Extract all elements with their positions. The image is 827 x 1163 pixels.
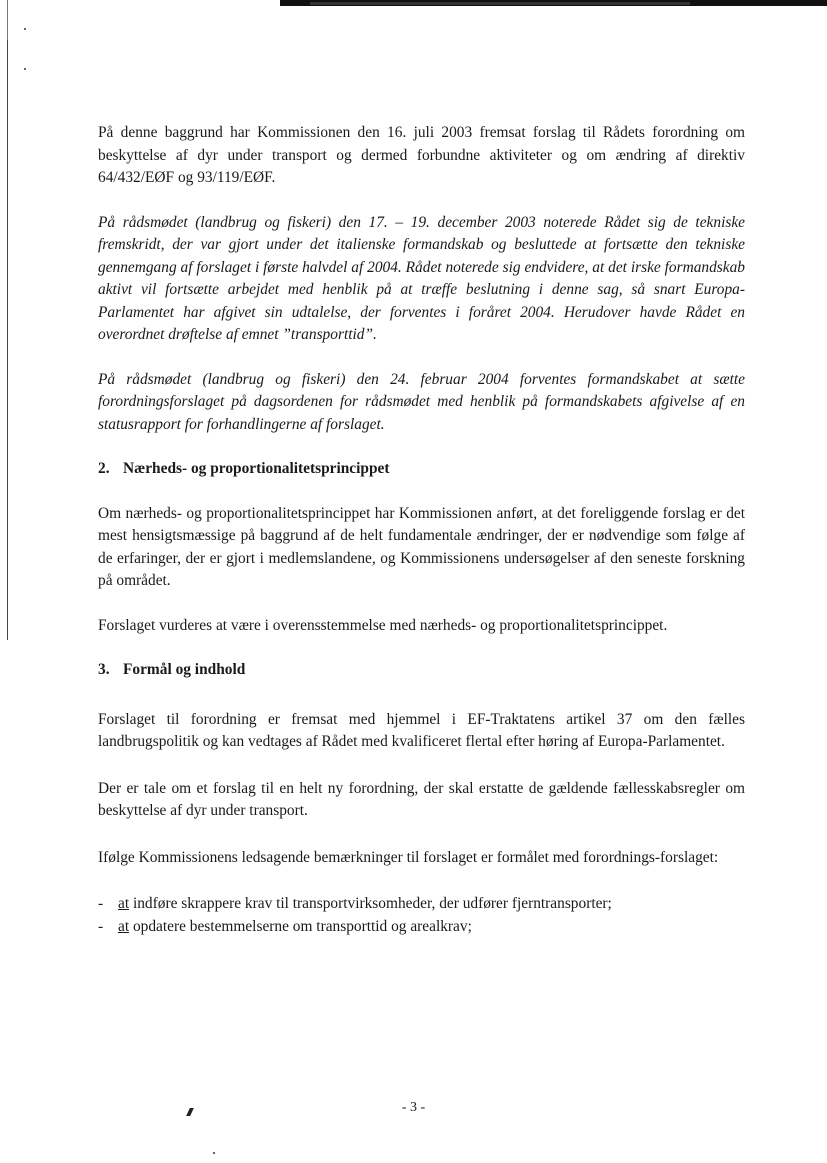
list-text: indføre skrappere krav til transportvirksomheder, der udfører fjerntransporter; [129,895,612,912]
paragraph-legal-basis: Forslaget til forordning er fremsat med hjemmel i EF-Traktatens artikel 37 om den fælles landbrugspolitik og kan vedtages af Rådet med kvalificeret flertal efter høring af Europa-Parlamentet. [98,710,745,750]
list-text: opdatere bestemmelserne om transporttid og arealkrav; [129,917,472,935]
list-prefix: at [118,917,130,935]
section-heading-2 [98,458,745,481]
scan-left-edge [7,40,8,640]
paragraph-council-february: På rådsmødet (landbrug og fiskeri) den 24. februar 2004 forventes formandskabet at sætte forordningsforslaget på dagsordenen for rådsmødet med henblik på formandskabets afgivelse af en statusrapport for forhandlingerne af forslaget. [98,370,745,433]
paragraph-new-regulation: Der er tale om et forslag til en helt ny forordning, der skal erstatte de gældende fællesskabsregler om beskyttelse af dyr under transport. [98,779,745,819]
list-item [98,893,745,916]
section-heading-3 [98,659,745,682]
page-number: - 3 - [401,1100,426,1115]
section-title: Nærheds- og proportionalitetsprincippet [123,460,390,477]
list-item [98,916,745,939]
paragraph-proposal: På denne baggrund har Kommissionen den 16. juli 2003 fremsat forslag til Rådets forordning om beskyttelse af dyr under transport og dermed forbundne aktiviteter og om ændring af direktiv 64/432/EØF og 93/119/EØF. [98,124,745,186]
paragraph-assessment: Forslaget vurderes at være i overensstemmelse med nærheds- og proportionalitetsprincippet. [98,616,668,634]
paragraph-subsidiarity: Om nærheds- og proportionalitetsprincippet har Kommissionen anført, at det foreliggende forslag er det mest hensigtsmæssige på baggrund af de helt fundamentale ændringer, der er nødvendige som følge af de erfaringer, der er gjort i medlemslandene, og Kommissionens undersøgelser af den seneste forskning på området. [98,504,745,589]
section-number: 3. [98,661,110,678]
scan-speck [24,68,26,70]
paragraph-purpose: Ifølge Kommissionens ledsagende bemærkninger til forslaget er formålet med forordnings-forslaget: [98,848,719,866]
list-dash: - [98,917,104,935]
document-body [98,122,745,938]
section-number: 2. [98,460,110,477]
paragraph-council-december: På rådsmødet (landbrug og fiskeri) den 17. – 19. december 2003 noterede Rådet sig de tekniske fremskridt, der var gjort under det italienske formandskab og besluttede at fortsætte den tekniske gennemgang af forslaget i første halvdel af 2004. Rådet noterede sig endvidere, at det irske formandskab aktivt vil fortsætte arbejdet med henblik på at træffe beslutning i denne sag, så snart Europa-Parlamentet har afgivet sin udtalelse, der forventes i foråret 2004. Herudover havde Rådet en overordnet drøftelse af emnet ”transporttid”. [98,213,745,343]
purpose-list [98,893,745,938]
list-prefix: at [118,895,130,912]
section-title: Formål og indhold [123,661,246,678]
list-dash: - [98,895,104,912]
scan-speck [213,1152,215,1154]
scan-speck [24,28,26,30]
scan-left-edge-top [7,0,8,40]
scan-edge-shadow [310,2,690,5]
